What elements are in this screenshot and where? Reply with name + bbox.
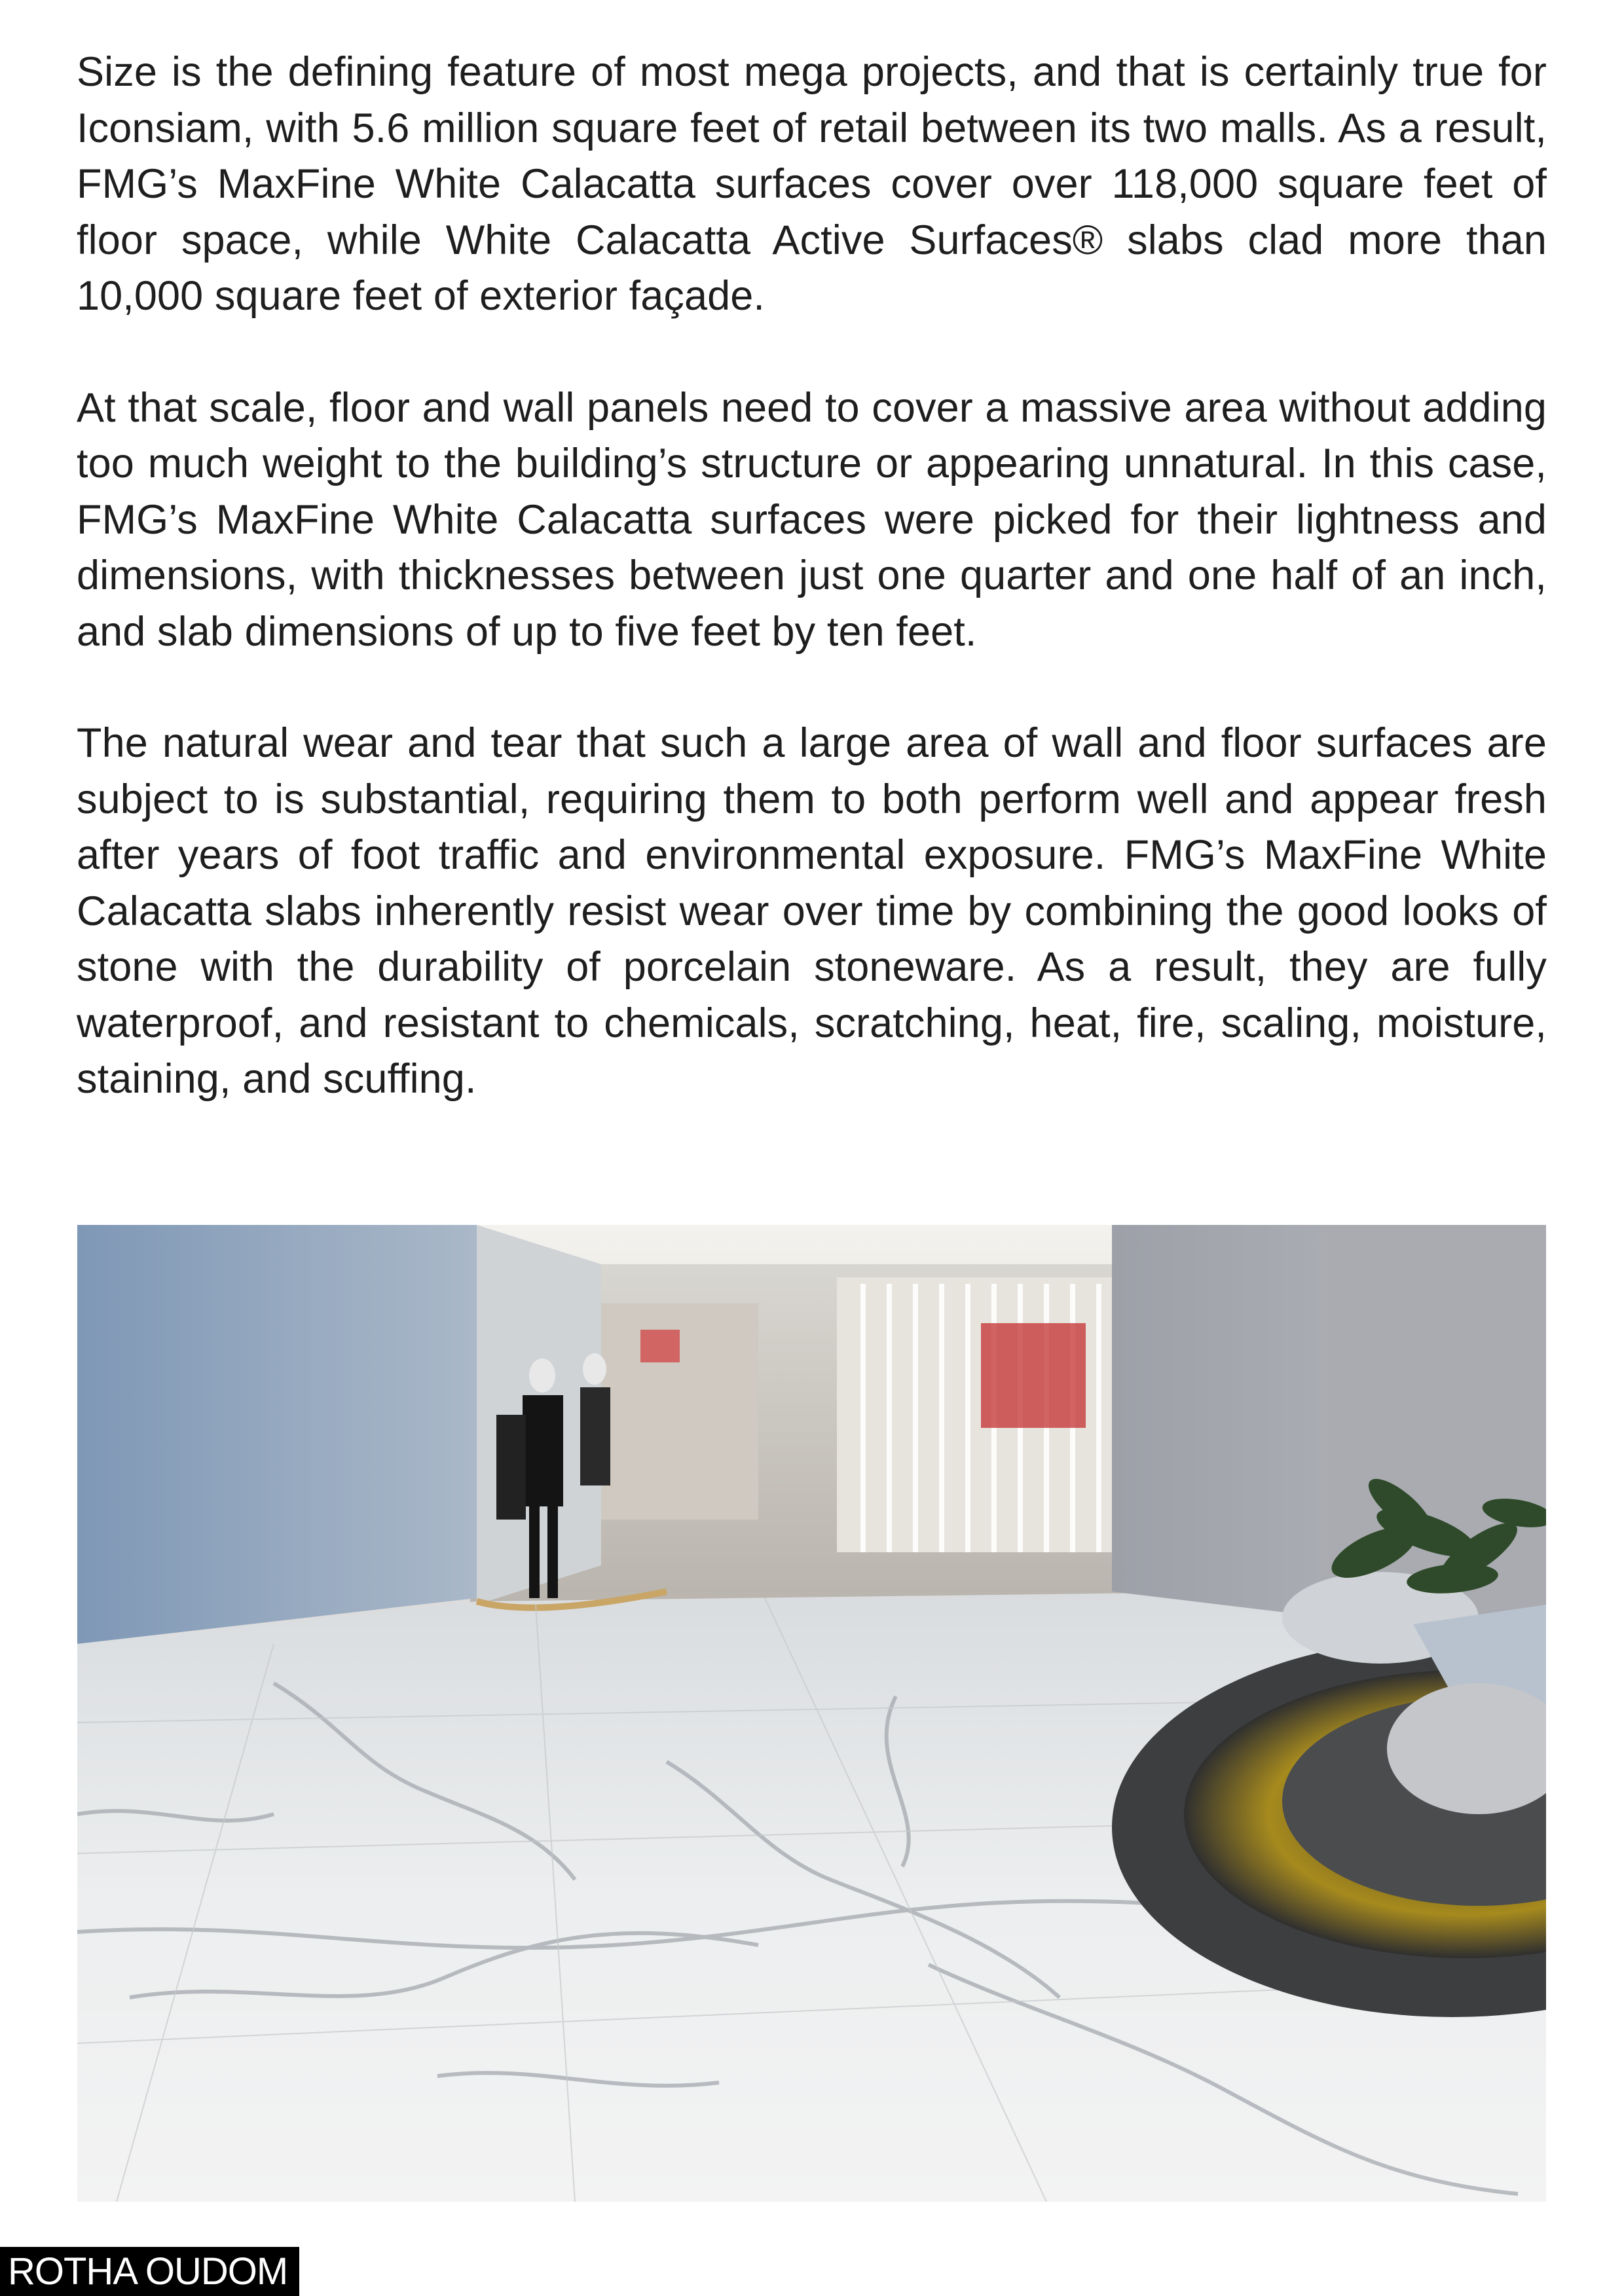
mall-interior-photo bbox=[77, 1225, 1546, 2202]
article-paragraph-2: At that scale, floor and wall panels need to cover a massive area without adding too much weight to the building’s structure or appearing unnatural. In this case, FMG’s MaxFine White Calacatta surfaces were picked for their lightness and dimensions, with thicknesses between just one quarter and one half of an inch, and slab dimensions of up to five feet by ten feet. bbox=[77, 384, 1547, 655]
author-tag: ROTHA OUDOM bbox=[0, 2247, 299, 2296]
article-paragraph-1: Size is the defining feature of most mega projects, and that is certainly true for Iconsiam, with 5.6 million square feet of retail between its two malls. As a result, FMG’s MaxFine White Calacatta surfaces cover over 118,000 square feet of floor space, while White Calacatta Active Surfaces® slabs clad more than 10,000 square feet of exterior façade. bbox=[77, 49, 1547, 319]
mall-interior-illustration bbox=[77, 1225, 1546, 2202]
article-body bbox=[77, 45, 1547, 1163]
article-paragraph-3: The natural wear and tear that such a large area of wall and floor surfaces are subject to is substantial, requiring them to both perform well and appear fresh after years of foot traffic and environmental exposure. FMG’s MaxFine White Calacatta slabs inherently resist wear over time by combining the good looks of stone with the durability of porcelain stoneware. As a result, they are fully waterproof, and resistant to chemicals, scratching, heat, fire, scaling, moisture, staining, and scuffing. bbox=[77, 720, 1547, 1102]
